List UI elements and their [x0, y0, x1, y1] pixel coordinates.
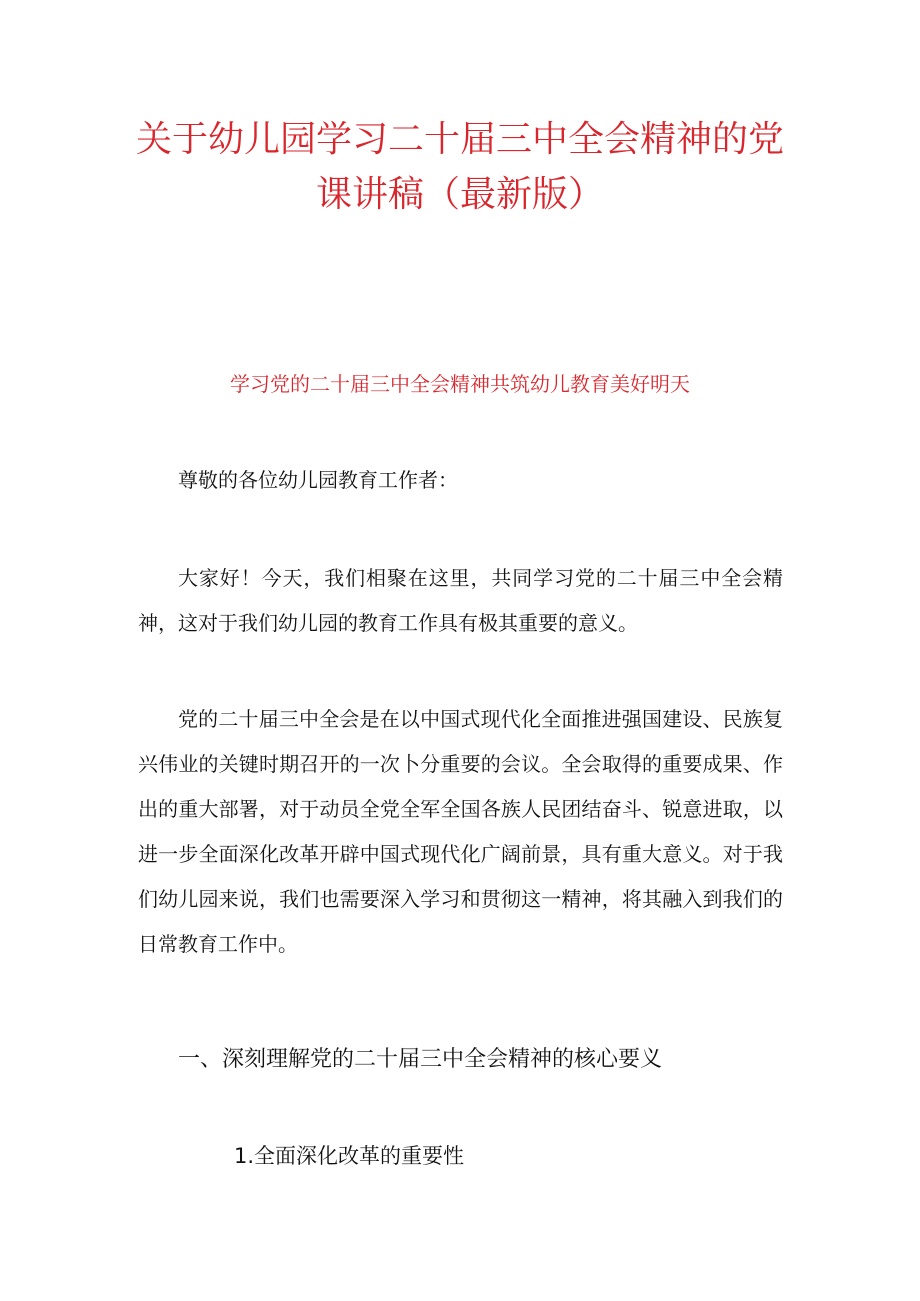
- body-paragraph-2: 党的二十届三中全会是在以中国式现代化全面推进强国建设、民族复兴伟业的关键时期召开的一次卜分重要的会议。全会取得的重要成果、作出的重大部署，对于动员全党全军全国各族人民团结奋斗、锐意进取，以进一步全面深化改革开辟中国式现代化广阔前景，具有重大意义。对于我们幼儿园来说，我们也需要深入学习和贯彻这一精神，将其融入到我们的日常教育工作中。: [138, 707, 783, 956]
- body-paragraph-1: 大家好！今天，我们相聚在这里，共同学习党的二十届三中全会精神，这对于我们幼儿园的教育工作具有极其重要的意义。: [138, 566, 783, 635]
- greeting-paragraph: 尊敬的各位幼儿园教育工作者：: [178, 468, 458, 492]
- document-title-line-1: 关于幼儿园学习二十届三中全会精神的党: [135, 119, 784, 160]
- subsection-heading-1: 1.全面深化改革的重要性: [234, 1144, 465, 1168]
- document-title-line-2: 课讲稿（最新版）: [315, 174, 604, 215]
- section-heading-1: 一、深刻理解党的二十届三中全会精神的核心要义: [178, 1047, 663, 1072]
- document-subtitle: 学习党的二十届三中全会精神共筑幼儿教育美好明天: [230, 372, 690, 396]
